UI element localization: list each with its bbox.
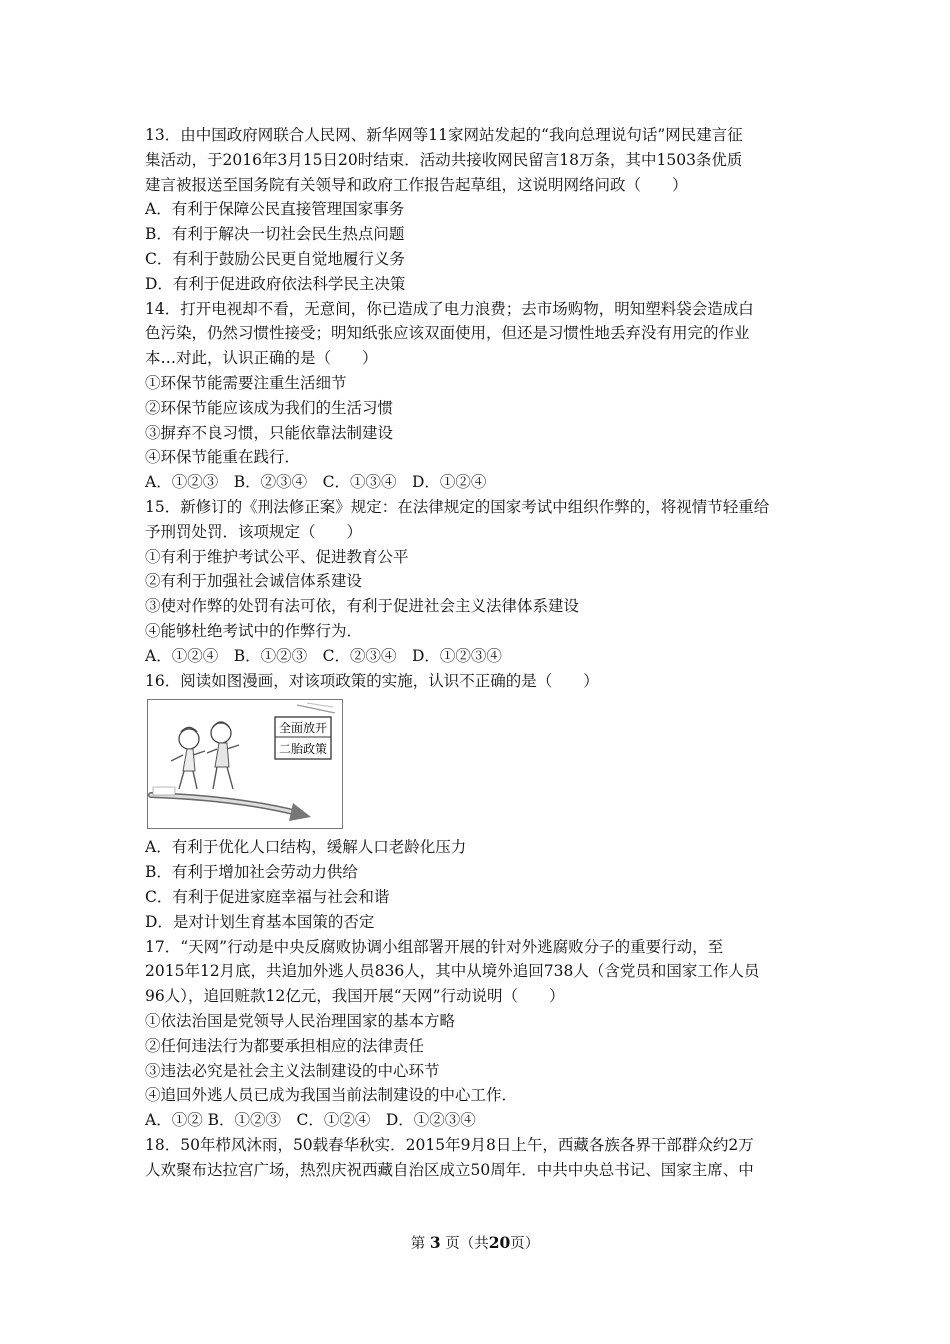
question-18-line-2: 人欢聚布达拉宫广场，热烈庆祝西藏自治区成立50周年．中共中央总书记、国家主席、中 [145,1160,754,1179]
question-16 [145,669,815,935]
question-14-answers: A．①②③ B．②③④ C．①③④ D．①②④ [145,473,487,492]
page-content [145,123,815,1182]
question-13-line-3: 建言被报送至国务院有关领导和政府工作报告起草组，这说明网络问政（ ） [145,175,688,194]
policy-cartoon-illustration [147,699,343,829]
question-17-statement-3: ③违法必究是社会主义法制建设的中心环节 [145,1061,440,1080]
footer-suffix: 页） [510,1236,540,1252]
question-13-line-2: 集活动，于2016年3月15日20时结束．活动共接收网民留言18万条，其中1503条优质 [145,150,743,169]
question-13-option-a: A．有利于保障公民直接管理国家事务 [145,200,405,219]
question-14-statement-1: ①环保节能需要注重生活细节 [145,373,347,392]
question-15-statement-3: ③使对作弊的处罚有法可依，有利于促进社会主义法律体系建设 [145,597,580,616]
question-15-line-1: 15．新修订的《刑法修正案》规定：在法律规定的国家考试中组织作弊的，将视情节轻重给 [145,497,770,516]
question-13-option-c: C．有利于鼓励公民更自觉地履行义务 [145,249,405,268]
question-14-statement-3: ③摒弃不良习惯，只能依靠法制建设 [145,423,394,442]
question-16-option-b: B．有利于增加社会劳动力供给 [145,863,358,882]
question-14-line-2: 色污染，仍然习惯性接受；明知纸张应该双面使用，但还是习惯性地丢弃没有用完的作业 [145,324,750,343]
question-14-line-1: 14．打开电视却不看，无意间，你已造成了电力浪费；去市场购物，明知塑料袋会造成白 [145,299,754,318]
policy-sign-line-1: 全面放开 [278,721,328,736]
question-13 [145,123,815,297]
footer-total-pages: 20 [488,1233,511,1252]
question-15-line-2: 予刑罚处罚．该项规定（ ） [145,522,363,541]
question-15 [145,495,815,669]
question-14 [145,297,815,495]
question-15-answers: A．①②④ B．①②③ C．②③④ D．①②③④ [145,646,502,665]
question-17-statement-1: ①依法治国是党领导人民治理国家的基本方略 [145,1011,456,1030]
question-18-line-1: 18．50年栉风沐雨，50载春华秋实．2015年9月8日上午，西藏各族各界干部群众约2万 [145,1135,754,1154]
question-13-line-1: 13．由中国政府网联合人民网、新华网等11家网站发起的“我向总理说句话”网民建言征 [145,126,743,144]
question-17-line-2: 2015年12月底，共追加外逃人员836人，其中从境外追回738人（含党员和国家工作人员 [145,962,760,981]
question-15-statement-4: ④能够杜绝考试中的作弊行为． [145,621,363,640]
question-13-option-b: B．有利于解决一切社会民生热点问题 [145,225,405,244]
question-17-line-3: 96人），追回赃款12亿元，我国开展“天网”行动说明（ ） [145,987,565,1006]
question-17-line-1: 17．“天网”行动是中央反腐败协调小组部署开展的针对外逃腐败分子的重要行动，至 [145,937,724,956]
question-15-statement-1: ①有利于维护考试公平、促进教育公平 [145,547,409,566]
question-16-option-d: D．是对计划生育基本国策的否定 [145,912,375,931]
question-14-line-3: 本…对此，认识正确的是（ ） [145,349,378,368]
question-16-line-1: 16．阅读如图漫画，对该项政策的实施，认识不正确的是（ ） [145,671,599,690]
policy-sign-line-2: 二胎政策 [278,742,328,757]
footer-prefix: 第 [410,1236,426,1252]
question-17-statement-2: ②任何违法行为都要承担相应的法律责任 [145,1036,425,1055]
question-16-option-a: A．有利于优化人口结构，缓解人口老龄化压力 [145,838,467,857]
question-14-statement-2: ②环保节能应该成为我们的生活习惯 [145,398,394,417]
question-17-answers: A．①② B．①②③ C．①②④ D．①②③④ [145,1111,476,1130]
policy-cartoon [147,699,343,829]
question-17-statement-4: ④追回外逃人员已成为我国当前法制建设的中心工作． [145,1086,518,1105]
question-13-option-d: D．有利于促进政府依法科学民主决策 [145,274,406,293]
question-14-statement-4: ④环保节能重在践行． [145,448,301,467]
footer-middle: 页（共 [445,1236,489,1252]
page-footer [0,1232,950,1253]
question-17 [145,935,815,1133]
question-15-statement-2: ②有利于加强社会诚信体系建设 [145,572,363,591]
question-16-option-c: C．有利于促进家庭幸福与社会和谐 [145,887,390,906]
footer-page-number: 3 [429,1233,441,1252]
question-18 [145,1133,815,1183]
